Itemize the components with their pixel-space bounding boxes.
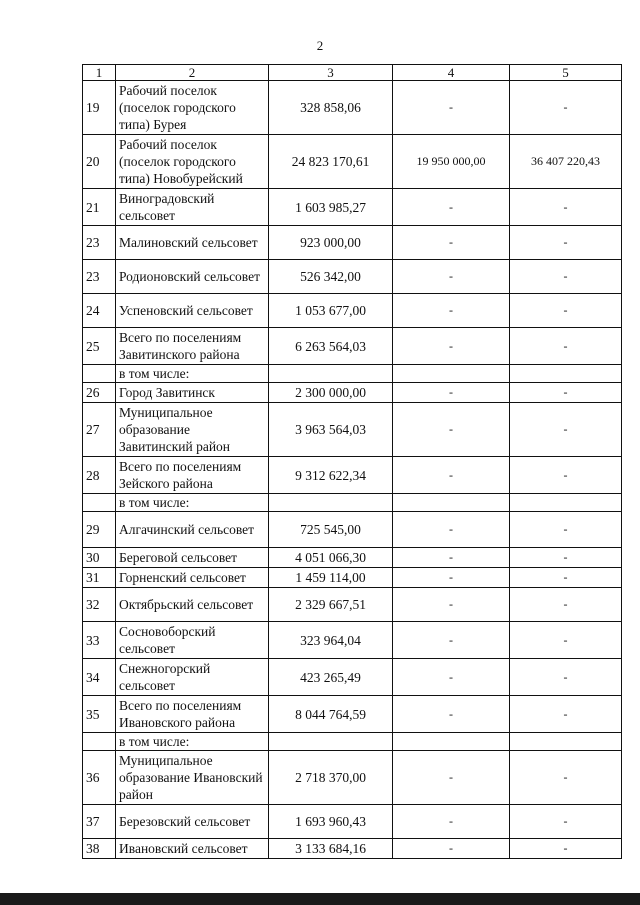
row-value-col-4 [393,733,510,751]
row-number: 36 [83,751,116,805]
table-row [83,81,622,135]
row-number [83,365,116,383]
row-value-col-5: - [510,260,622,294]
row-value-col-5: - [510,548,622,568]
row-number: 30 [83,548,116,568]
row-name: Город Завитинск [116,383,269,403]
row-value-col-4: - [393,696,510,733]
row-sum [269,365,393,383]
header-col-1: 1 [83,65,116,81]
row-value-col-5: - [510,839,622,859]
row-value-col-4: - [393,839,510,859]
row-value-col-4: - [393,189,510,226]
table-row [83,512,622,548]
row-sum: 1 693 960,43 [269,805,393,839]
row-name: Береговой сельсовет [116,548,269,568]
row-name: Всего по поселениям Ивановского района [116,696,269,733]
row-value-col-4: - [393,457,510,494]
row-name: в том числе: [116,365,269,383]
row-name: Рабочий поселок (поселок городского типа) Бурея [116,81,269,135]
table-row [83,751,622,805]
row-value-col-5: - [510,328,622,365]
row-name: Ивановский сельсовет [116,839,269,859]
row-sum [269,733,393,751]
table-row [83,805,622,839]
row-sum: 1 459 114,00 [269,568,393,588]
row-sum: 923 000,00 [269,226,393,260]
row-sum: 3 133 684,16 [269,839,393,859]
row-value-col-5: - [510,622,622,659]
row-sum: 526 342,00 [269,260,393,294]
row-value-col-5: - [510,696,622,733]
row-sum: 9 312 622,34 [269,457,393,494]
table-row [83,457,622,494]
row-sum: 2 300 000,00 [269,383,393,403]
table-row [83,622,622,659]
row-value-col-5: 36 407 220,43 [510,135,622,189]
row-value-col-5: - [510,189,622,226]
table-row [83,839,622,859]
row-number: 33 [83,622,116,659]
budget-table [82,64,622,859]
row-name: Родионовский сельсовет [116,260,269,294]
row-value-col-5: - [510,805,622,839]
scan-bottom-edge [0,893,640,905]
row-name: Сосновоборский сельсовет [116,622,269,659]
row-number: 23 [83,226,116,260]
row-value-col-4: - [393,226,510,260]
row-value-col-4: 19 950 000,00 [393,135,510,189]
row-value-col-5: - [510,659,622,696]
table-row [83,548,622,568]
row-value-col-5: - [510,81,622,135]
row-sum: 6 263 564,03 [269,328,393,365]
row-value-col-5: - [510,512,622,548]
row-value-col-4: - [393,622,510,659]
table-row [83,328,622,365]
row-number: 32 [83,588,116,622]
row-number: 24 [83,294,116,328]
row-name: Алгачинский сельсовет [116,512,269,548]
row-name: Горненский сельсовет [116,568,269,588]
table-body [83,65,622,859]
row-value-col-4: - [393,588,510,622]
row-value-col-4: - [393,260,510,294]
table-row [83,383,622,403]
row-number: 19 [83,81,116,135]
row-value-col-5: - [510,294,622,328]
subheading-row [83,733,622,751]
row-number: 35 [83,696,116,733]
table-header-row [83,65,622,81]
row-sum: 1 053 677,00 [269,294,393,328]
table-row [83,696,622,733]
header-col-2: 2 [116,65,269,81]
row-name: Октябрьский сельсовет [116,588,269,622]
table-row [83,659,622,696]
row-name: Снежногорский сельсовет [116,659,269,696]
row-number: 37 [83,805,116,839]
row-sum: 328 858,06 [269,81,393,135]
row-sum: 1 603 985,27 [269,189,393,226]
row-name: Виноградовский сельсовет [116,189,269,226]
table-row [83,568,622,588]
row-value-col-5 [510,494,622,512]
row-name: Всего по поселениям Завитинского района [116,328,269,365]
row-value-col-5 [510,733,622,751]
table-row [83,260,622,294]
row-sum: 2 329 667,51 [269,588,393,622]
row-value-col-5: - [510,226,622,260]
row-value-col-4: - [393,383,510,403]
row-number: 20 [83,135,116,189]
row-value-col-5: - [510,588,622,622]
header-col-3: 3 [269,65,393,81]
row-number: 38 [83,839,116,859]
row-number: 23 [83,260,116,294]
row-value-col-4: - [393,328,510,365]
row-value-col-4: - [393,659,510,696]
page-number: 2 [316,38,324,53]
row-value-col-4 [393,365,510,383]
table-row [83,189,622,226]
row-name: Малиновский сельсовет [116,226,269,260]
row-name: Березовский сельсовет [116,805,269,839]
row-name: Муниципальное образование Ивановский район [116,751,269,805]
row-number: 28 [83,457,116,494]
row-sum: 3 963 564,03 [269,403,393,457]
row-sum [269,494,393,512]
row-name: Муниципальное образование Завитинский район [116,403,269,457]
row-value-col-5: - [510,751,622,805]
row-number [83,733,116,751]
header-col-4: 4 [393,65,510,81]
row-value-col-4: - [393,548,510,568]
row-number: 21 [83,189,116,226]
row-name: в том числе: [116,494,269,512]
row-name: Успеновский сельсовет [116,294,269,328]
row-sum: 423 265,49 [269,659,393,696]
subheading-row [83,494,622,512]
row-sum: 725 545,00 [269,512,393,548]
row-value-col-4 [393,494,510,512]
row-number [83,494,116,512]
subheading-row [83,365,622,383]
row-number: 29 [83,512,116,548]
row-number: 27 [83,403,116,457]
row-number: 25 [83,328,116,365]
table-row [83,588,622,622]
row-sum: 4 051 066,30 [269,548,393,568]
row-value-col-5: - [510,568,622,588]
row-value-col-5: - [510,457,622,494]
table-row [83,294,622,328]
table-row [83,135,622,189]
row-value-col-5: - [510,403,622,457]
row-value-col-5: - [510,383,622,403]
row-value-col-4: - [393,805,510,839]
row-value-col-4: - [393,568,510,588]
row-value-col-5 [510,365,622,383]
row-value-col-4: - [393,751,510,805]
row-value-col-4: - [393,81,510,135]
row-name: Всего по поселениям Зейского района [116,457,269,494]
row-sum: 2 718 370,00 [269,751,393,805]
row-number: 31 [83,568,116,588]
row-sum: 323 964,04 [269,622,393,659]
row-sum: 24 823 170,61 [269,135,393,189]
header-col-5: 5 [510,65,622,81]
table-row [83,403,622,457]
row-sum: 8 044 764,59 [269,696,393,733]
row-name: Рабочий поселок (поселок городского типа) Новобурейский [116,135,269,189]
row-value-col-4: - [393,512,510,548]
row-name: в том числе: [116,733,269,751]
row-number: 26 [83,383,116,403]
row-number: 34 [83,659,116,696]
table-row [83,226,622,260]
row-value-col-4: - [393,294,510,328]
row-value-col-4: - [393,403,510,457]
